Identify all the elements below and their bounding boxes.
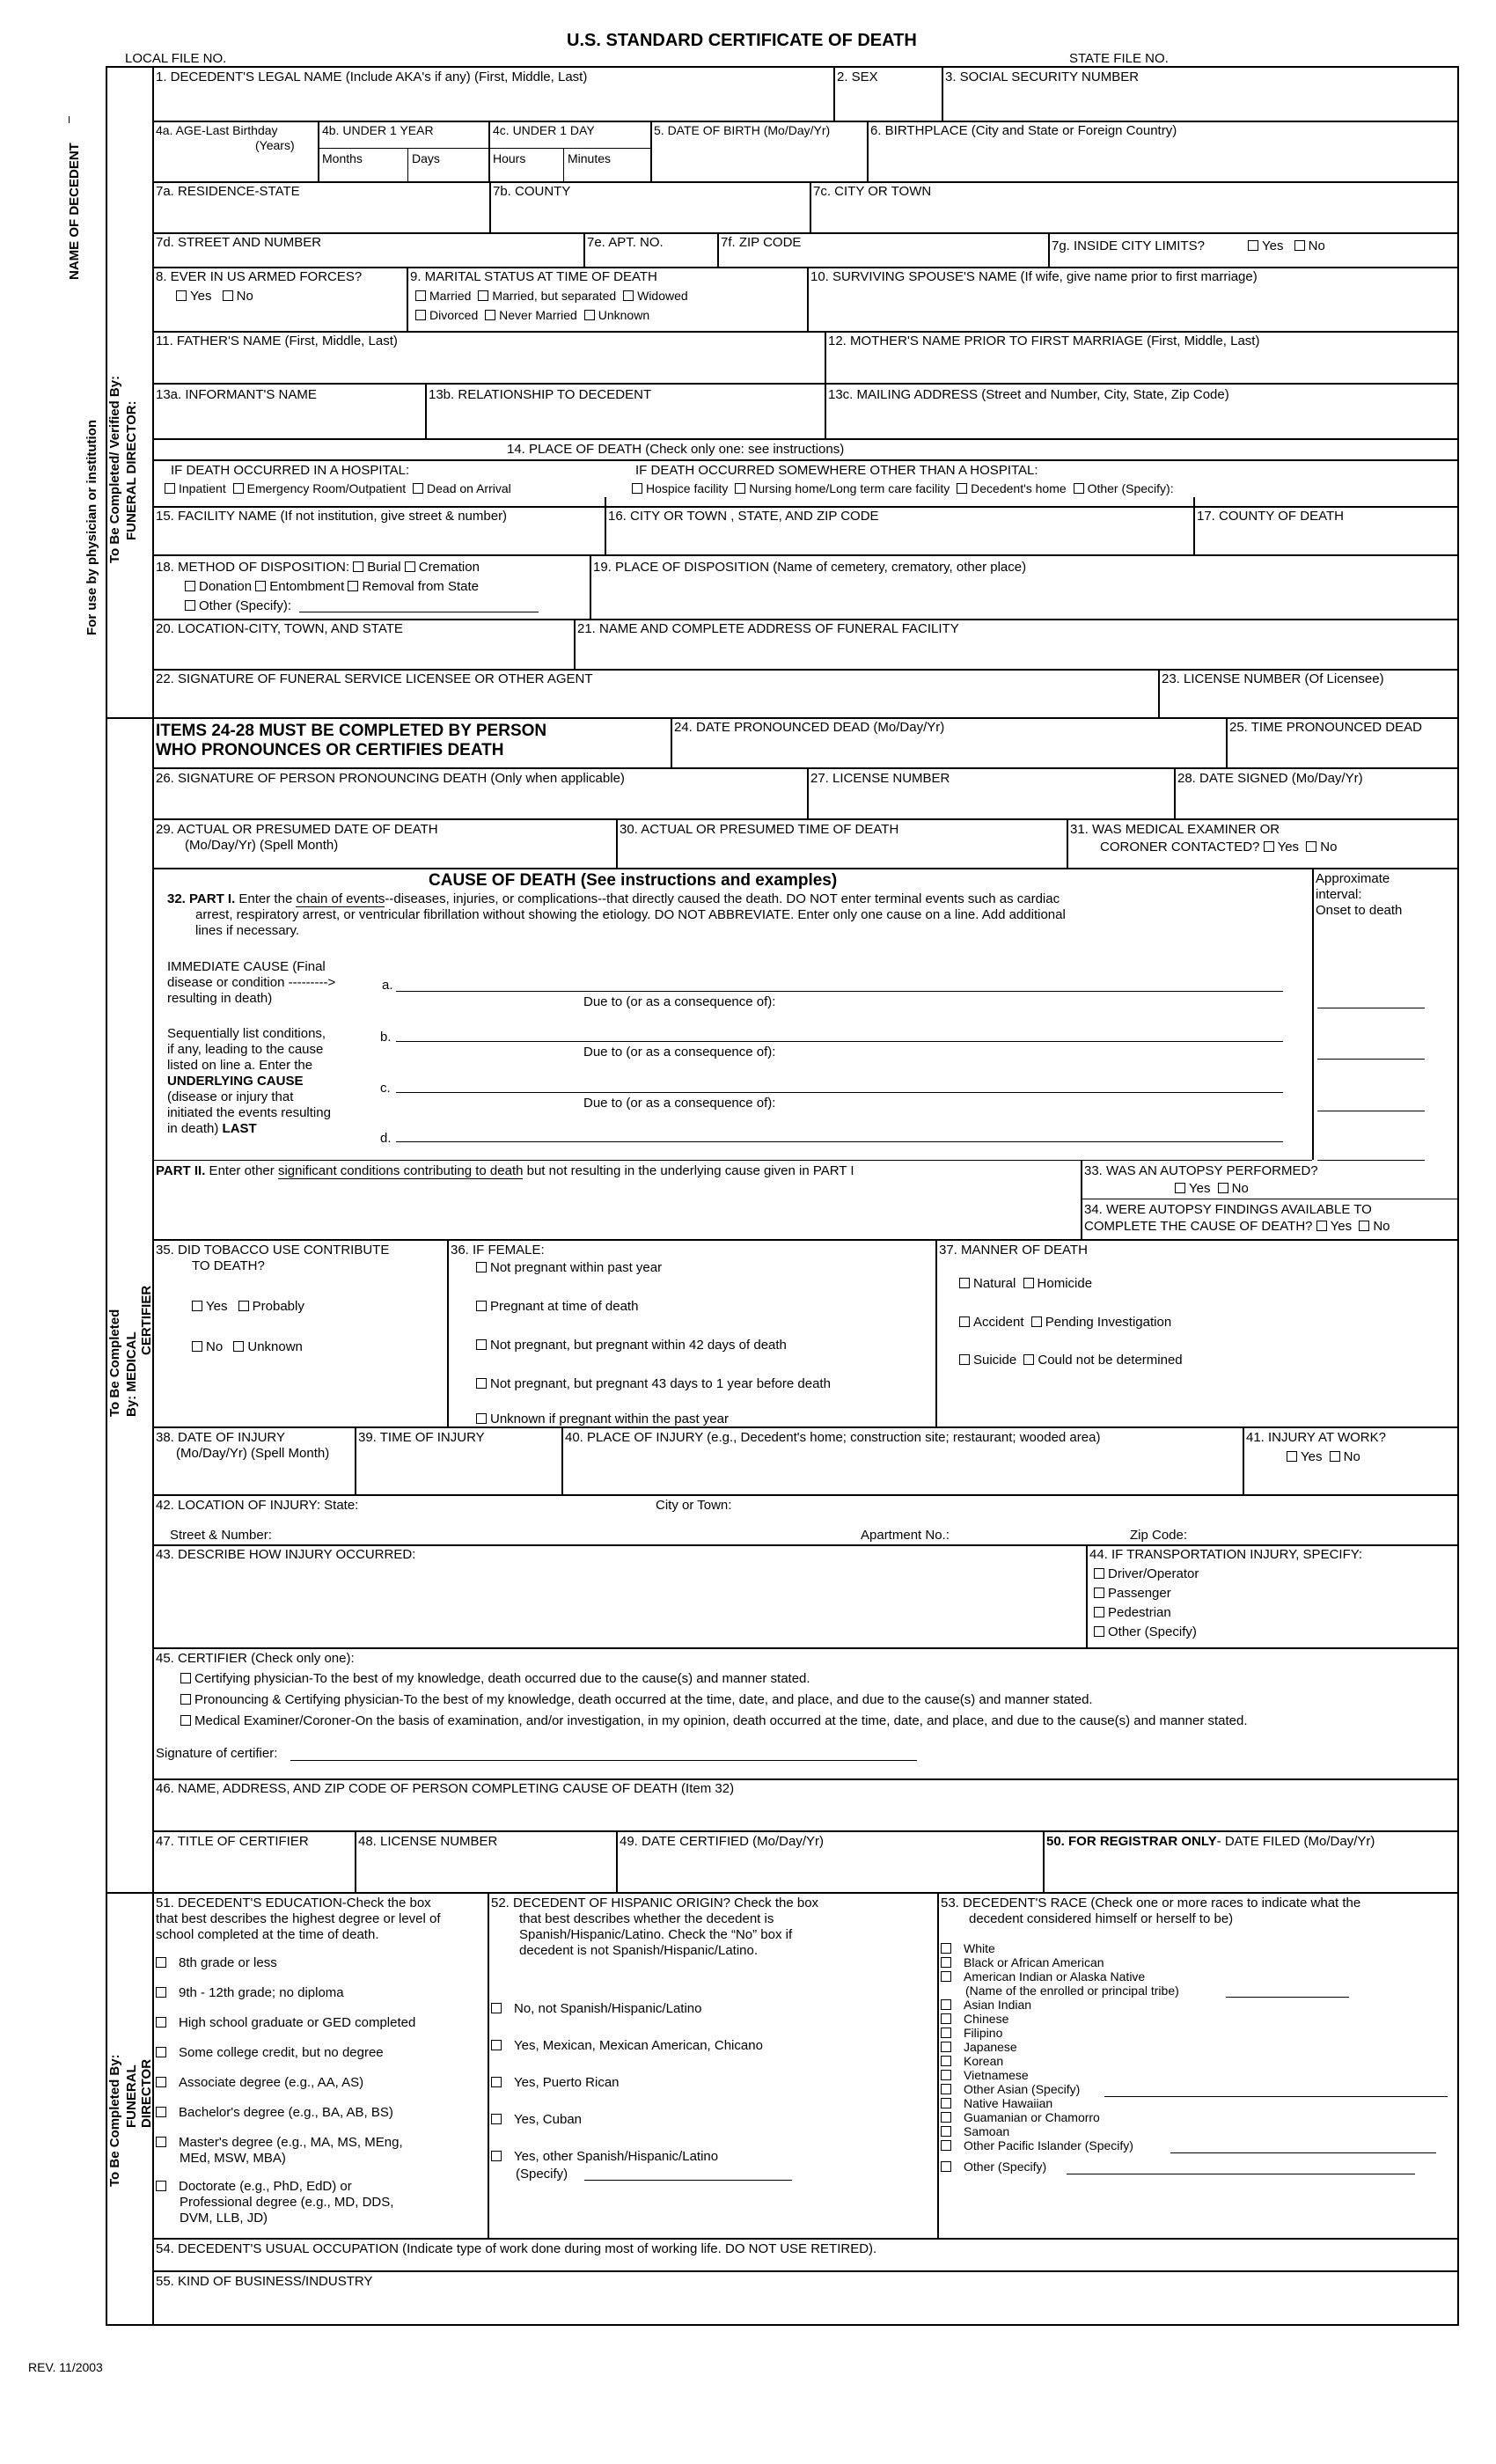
state-file-label: STATE FILE NO. (1069, 51, 1169, 66)
seq-2: if any, leading to the cause (167, 1042, 324, 1057)
field-46-label: 46. NAME, ADDRESS, AND ZIP CODE OF PERSON COMPLETING CAUSE OF DEATH (Item 32) (156, 1781, 735, 1796)
vl (616, 1830, 618, 1892)
line-a[interactable] (396, 991, 1283, 992)
field-52-sub3: decedent is not Spanish/Hispanic/Latino. (519, 1943, 759, 1958)
hl-part2 (152, 1160, 1312, 1161)
race-10[interactable]: Other Asian (Specify) (941, 2082, 1080, 2097)
field-42-label: 42. LOCATION OF INJURY: State: (156, 1498, 359, 1513)
field-29-sub: (Mo/Day/Yr) (Spell Month) (185, 838, 339, 853)
field-14-hospital-options[interactable]: Inpatient Emergency Room/Outpatient Dead on Arrival (165, 481, 511, 496)
field-29-label: 29. ACTUAL OR PRESUMED DATE OF DEATH (156, 822, 438, 837)
hl-row18 (152, 554, 1457, 556)
field-7a-label: 7a. RESIDENCE-STATE (156, 184, 300, 199)
field-47-label: 47. TITLE OF CERTIFIER (156, 1834, 309, 1849)
vl (488, 121, 490, 182)
part1-intro: 32. PART I. Enter the chain of events--diseases, injuries, or complications--that directly caused the death. DO NOT enter terminal events such as cardiac (167, 891, 1060, 906)
field-41-label: 41. INJURY AT WORK? (1246, 1430, 1386, 1445)
race-10-line[interactable] (1104, 2096, 1448, 2097)
field-7c-label: 7c. CITY OR TOWN (813, 184, 932, 199)
cause-of-death-title: CAUSE OF DEATH (See instructions and examples) (429, 871, 838, 890)
field-30-label: 30. ACTUAL OR PRESUMED TIME OF DEATH (620, 822, 899, 837)
vl (717, 232, 719, 268)
race-14-line[interactable] (1170, 2152, 1436, 2153)
race-6[interactable]: Filipino (941, 2026, 1002, 2041)
seq-5: (disease or injury that (167, 1089, 294, 1104)
field-7d-label: 7d. STREET AND NUMBER (156, 235, 322, 250)
field-20-label: 20. LOCATION-CITY, TOWN, AND STATE (156, 621, 403, 636)
hl-row13 (152, 438, 1457, 440)
field-14-other-options[interactable]: Hospice facility Nursing home/Long term care facility Decedent's home Other (Specify): (632, 481, 1174, 496)
field-6-label: 6. BIRTHPLACE (City and State or Foreign Country) (870, 123, 1177, 138)
vl (1081, 1160, 1082, 1239)
field-9-label: 9. MARITAL STATUS AT TIME OF DEATH (410, 269, 657, 284)
hl-row42 (152, 1494, 1457, 1496)
field-4b-days: Days (412, 151, 440, 165)
vl (590, 554, 591, 620)
field-44-label: 44. IF TRANSPORTATION INJURY, SPECIFY: (1089, 1547, 1363, 1562)
edu-7-sub: MEd, MSW, MBA) (180, 2151, 286, 2166)
field-35-label: 35. DID TOBACCO USE CONTRIBUTE (156, 1243, 390, 1258)
vl (1174, 767, 1176, 818)
field-52-sub1: that best describes whether the decedent is (519, 1911, 774, 1926)
mc-label-2: By: MEDICAL (124, 1331, 139, 1417)
edu-8-sub2: DVM, LLB, JD) (180, 2211, 268, 2226)
field-22-label: 22. SIGNATURE OF FUNERAL SERVICE LICENSEE OR OTHER AGENT (156, 671, 593, 686)
vl (1312, 868, 1314, 1160)
field-34-label: 34. WERE AUTOPSY FINDINGS AVAILABLE TO (1084, 1202, 1372, 1217)
field-18-row1[interactable]: 18. METHOD OF DISPOSITION: Burial Cremation (156, 560, 480, 575)
field-54-label: 54. DECEDENT'S USUAL OCCUPATION (Indicate type of work done during most of working life. DO NOT USE RETIRED). (156, 2241, 877, 2256)
hl-row20 (152, 619, 1457, 620)
items-24-28-heading-1: ITEMS 24-28 MUST BE COMPLETED BY PERSON (156, 722, 547, 740)
vl (561, 1426, 563, 1494)
field-14-hospital-label: IF DEATH OCCURRED IN A HOSPITAL: (171, 463, 410, 478)
hl-row54 (152, 2238, 1457, 2240)
field-42-street: Street & Number: (170, 1528, 272, 1543)
field-42-city: City or Town: (656, 1498, 732, 1513)
vl (616, 818, 618, 868)
hl-row43 (152, 1544, 1457, 1546)
field-4c-label: 4c. UNDER 1 DAY (493, 123, 595, 137)
vl (1243, 1426, 1244, 1494)
vl (447, 1239, 449, 1426)
race-5[interactable]: Chinese (941, 2012, 1008, 2027)
field-37-row2[interactable]: Accident Pending Investigation (959, 1315, 1171, 1331)
hl-row29 (152, 818, 1457, 820)
hl-row51 (152, 1892, 1457, 1894)
field-53-sub: decedent considered himself or herself to be) (969, 1911, 1234, 1926)
field-44-opt2[interactable]: Passenger (1094, 1586, 1171, 1602)
field-19-label: 19. PLACE OF DISPOSITION (Name of cemetery, crematory, other place) (593, 560, 1027, 575)
field-9-options-row1[interactable]: Married Married, but separated Widowed (415, 289, 688, 304)
field-26-label: 26. SIGNATURE OF PERSON PRONOUNCING DEATH (Only when applicable) (156, 771, 625, 786)
hl-row7a (152, 232, 1457, 234)
interval-line-d[interactable] (1317, 1160, 1425, 1161)
line-c[interactable] (396, 1092, 1283, 1093)
hl-row46 (152, 1778, 1457, 1780)
field-38-label: 38. DATE OF INJURY (156, 1430, 285, 1445)
field-42-zip: Zip Code: (1130, 1528, 1188, 1543)
interval-line-b[interactable] (1317, 1059, 1425, 1060)
field-52-sub2: Spanish/Hispanic/Latino. Check the “No” box if (519, 1927, 793, 1942)
vl (825, 331, 826, 384)
race-15[interactable]: Other (Specify) (941, 2160, 1046, 2174)
part2-label: PART II. Enter other significant conditions contributing to death but not resulting in the underlying cause given in PART I (156, 1163, 854, 1178)
vl (671, 717, 672, 767)
line-a-label: a. (382, 978, 393, 993)
vl (489, 181, 491, 232)
vl (942, 66, 943, 121)
field-31-options[interactable]: CORONER CONTACTED? Yes No (1100, 840, 1338, 854)
field-18-row3[interactable]: Other (Specify): (185, 598, 291, 614)
immediate-cause-3: resulting in death) (167, 991, 273, 1006)
field-44-opt3[interactable]: Pedestrian (1094, 1605, 1171, 1621)
field-21-label: 21. NAME AND COMPLETE ADDRESS OF FUNERAL FACILITY (577, 621, 959, 636)
hl-row22 (152, 669, 1457, 671)
field-11-label: 11. FATHER'S NAME (First, Middle, Last) (156, 334, 398, 348)
field-4c-hours: Hours (493, 151, 526, 165)
field-23-label: 23. LICENSE NUMBER (Of Licensee) (1162, 671, 1384, 686)
race-1[interactable]: White (941, 1941, 995, 1956)
field-4c-minutes: Minutes (568, 151, 612, 165)
field-40-label: 40. PLACE OF INJURY (e.g., Decedent's home; construction site; restaurant; wooded area) (565, 1430, 1101, 1445)
certifier-opt2[interactable]: Pronouncing & Certifying physician-To the best of my knowledge, death occurred at the time, date, and place, and due to the cause(s) and manner stated. (180, 1692, 1093, 1708)
race-4[interactable]: Asian Indian (941, 1998, 1031, 2013)
race-2[interactable]: Black or African American (941, 1955, 1104, 1970)
hl-row47 (152, 1830, 1457, 1832)
field-44-opt1[interactable]: Driver/Operator (1094, 1566, 1199, 1582)
field-4a-years: (Years) (255, 138, 295, 152)
items-24-28-heading-2: WHO PRONOUNCES OR CERTIFIES DEATH (156, 741, 504, 759)
hl-row35 (152, 1239, 1457, 1241)
mc-label-1: To Be Completed (107, 1309, 122, 1417)
race-9[interactable]: Vietnamese (941, 2068, 1029, 2083)
vl (1158, 669, 1160, 718)
field-13a-label: 13a. INFORMANT'S NAME (156, 387, 317, 402)
race-14[interactable]: Other Pacific Islander (Specify) (941, 2138, 1133, 2153)
field-3-label: 3. SOCIAL SECURITY NUMBER (945, 70, 1140, 84)
vl (583, 232, 585, 268)
field-16-label: 16. CITY OR TOWN , STATE, AND ZIP CODE (608, 509, 879, 524)
field-4b-label: 4b. UNDER 1 YEAR (322, 123, 434, 137)
field-36-opt2[interactable]: Pregnant at time of death (476, 1299, 638, 1315)
hl-cod (152, 868, 1457, 869)
field-36-opt3[interactable]: Not pregnant, but pregnant within 42 days of death (476, 1338, 787, 1353)
vl (833, 66, 835, 121)
field-37-row1[interactable]: Natural Homicide (959, 1276, 1092, 1292)
edu-6[interactable]: Bachelor's degree (e.g., BA, AB, BS) (156, 2105, 393, 2121)
field-13c-label: 13c. MAILING ADDRESS (Street and Number, City, State, Zip Code) (828, 387, 1229, 402)
hl-row1 (152, 121, 1457, 122)
race-13[interactable]: Samoan (941, 2124, 1009, 2139)
field-4a-label: 4a. AGE-Last Birthday (156, 123, 278, 137)
edu-7[interactable]: Master's degree (e.g., MA, MS, MEng, (156, 2135, 403, 2151)
approx-interval-3: Onset to death (1316, 903, 1403, 918)
field-44-opt4[interactable]: Other (Specify) (1094, 1624, 1197, 1640)
field-33-options[interactable]: Yes No (1175, 1181, 1249, 1197)
immediate-cause-1: IMMEDIATE CAUSE (Final (167, 959, 326, 974)
field-50-label: 50. FOR REGISTRAR ONLY- DATE FILED (Mo/Day/Yr) (1046, 1834, 1375, 1849)
left-margin-line (152, 66, 154, 2324)
field-53-label: 53. DECEDENT'S RACE (Check one or more races to indicate what the (941, 1896, 1361, 1910)
vl (318, 121, 319, 182)
vl (1086, 1544, 1088, 1647)
vl (807, 267, 809, 331)
field-12-label: 12. MOTHER'S NAME PRIOR TO FIRST MARRIAGE (First, Middle, Last) (828, 334, 1260, 348)
race-11[interactable]: Native Hawaiian (941, 2096, 1052, 2111)
edu-8[interactable]: Doctorate (e.g., PhD, EdD) or (156, 2179, 352, 2195)
name-tick (69, 116, 70, 123)
due-to-3: Due to (or as a consequence of): (583, 1096, 776, 1111)
hl-row11 (152, 383, 1457, 385)
field-35-yes[interactable]: Yes Probably (192, 1299, 304, 1315)
field-2-label: 2. SEX (837, 70, 878, 84)
hl-row7d (152, 267, 1457, 268)
line-b-label: b. (380, 1030, 392, 1045)
field-37-label: 37. MANNER OF DEATH (939, 1243, 1088, 1258)
hl-row15 (152, 506, 1457, 508)
race-3-sub: (Name of the enrolled or principal tribe) (965, 1984, 1179, 1998)
hl-row14 (152, 459, 1457, 461)
field-35-sub: TO DEATH? (192, 1258, 265, 1273)
vl (1048, 232, 1050, 268)
approx-interval-1: Approximate (1316, 871, 1390, 886)
race-8[interactable]: Korean (941, 2054, 1003, 2069)
margin-sep-2 (106, 1892, 153, 1894)
field-28-label: 28. DATE SIGNED (Mo/Day/Yr) (1177, 771, 1363, 786)
field-34-options[interactable]: COMPLETE THE CAUSE OF DEATH? Yes No (1084, 1219, 1390, 1234)
field-36-label: 36. IF FEMALE: (451, 1243, 545, 1258)
field-14-label: 14. PLACE OF DEATH (Check only one: see instructions) (507, 442, 845, 457)
field-4b-months: Months (322, 151, 363, 165)
vl (425, 383, 427, 439)
vl (807, 767, 809, 818)
mc-label-3: CERTIFIER (139, 1285, 154, 1355)
part1-intro-2: arrest, respiratory arrest, or ventricular fibrillation without showing the etiology. DO NOT ABBREVIATE. Enter only one cause on a line. Add additional (195, 907, 1066, 922)
field-24-label: 24. DATE PRONOUNCED DEAD (Mo/Day/Yr) (674, 720, 945, 735)
hl-row4 (152, 181, 1457, 183)
name-of-decedent-label: NAME OF DECEDENT (67, 143, 82, 280)
line-d[interactable] (396, 1141, 1283, 1142)
field-49-label: 49. DATE CERTIFIED (Mo/Day/Yr) (620, 1834, 824, 1849)
fd-label: FUNERAL DIRECTOR: (124, 400, 139, 540)
hl (318, 148, 650, 149)
seq-3: listed on line a. Enter the (167, 1058, 313, 1073)
field-14-other-label: IF DEATH OCCURRED SOMEWHERE OTHER THAN A HOSPITAL: (635, 463, 1038, 478)
field-7e-label: 7e. APT. NO. (587, 235, 664, 250)
certifier-opt3[interactable]: Medical Examiner/Coroner-On the basis of examination, and/or investigation, in my opinion, death occurred at the time, date, and place, and due to the cause(s) and manner stated. (180, 1713, 1248, 1729)
revision-label: REV. 11/2003 (28, 2360, 103, 2374)
field-7g-options[interactable]: Yes No (1248, 238, 1325, 254)
hisp-1[interactable]: No, not Spanish/Hispanic/Latino (491, 2001, 701, 2017)
certifier-signature-line[interactable] (290, 1760, 917, 1761)
field-42-apt: Apartment No.: (861, 1528, 950, 1543)
vl (810, 181, 811, 232)
vl (1067, 818, 1068, 868)
vl (1193, 497, 1195, 555)
field-18-row2[interactable]: Donation Entombment Removal from State (185, 579, 479, 595)
field-41-options[interactable]: Yes No (1287, 1449, 1360, 1465)
field-43-label: 43. DESCRIBE HOW INJURY OCCURRED: (156, 1547, 416, 1562)
edu-5[interactable]: Associate degree (e.g., AA, AS) (156, 2075, 363, 2091)
field-7b-label: 7b. COUNTY (493, 184, 571, 199)
edu-8-sub1: Professional degree (e.g., MD, DDS, (180, 2195, 394, 2210)
part1-intro-3: lines if necessary. (195, 923, 300, 938)
fd2-label-1: To Be Completed By: (107, 2054, 122, 2187)
field-36-opt5[interactable]: Unknown if pregnant within the past year (476, 1412, 729, 1427)
hisp-5-sub: (Specify) (516, 2167, 568, 2182)
hl-row26 (152, 767, 1457, 769)
hisp-2[interactable]: Yes, Mexican, Mexican American, Chicano (491, 2038, 763, 2054)
field-8-options[interactable]: Yes No (176, 289, 253, 304)
vl (488, 1892, 489, 2238)
edu-3[interactable]: High school graduate or GED completed (156, 2015, 415, 2031)
vl (407, 148, 408, 181)
field-13b-label: 13b. RELATIONSHIP TO DECEDENT (429, 387, 652, 402)
field-51-sub1: that best describes the highest degree or level of (156, 1911, 441, 1926)
field-7g-label: 7g. INSIDE CITY LIMITS? (1052, 238, 1205, 253)
field-38-sub: (Mo/Day/Yr) (Spell Month) (176, 1446, 330, 1461)
fd2-label-3: DIRECTOR (139, 2058, 154, 2128)
hisp-3[interactable]: Yes, Puerto Rican (491, 2075, 620, 2091)
certifier-opt1[interactable]: Certifying physician-To the best of my knowledge, death occurred due to the cause(s) and manner stated. (180, 1671, 810, 1687)
hl-row24 (152, 717, 1457, 719)
vl (355, 1426, 356, 1494)
field-5-label: 5. DATE OF BIRTH (Mo/Day/Yr) (654, 123, 831, 137)
field-55-label: 55. KIND OF BUSINESS/INDUSTRY (156, 2274, 373, 2289)
race-12[interactable]: Guamanian or Chamorro (941, 2110, 1100, 2125)
certifier-signature-label: Signature of certifier: (156, 1746, 278, 1761)
hl-row55 (152, 2270, 1457, 2272)
field-10-label: 10. SURVIVING SPOUSE'S NAME (If wife, give name prior to first marriage) (810, 269, 1258, 284)
hisp-5-line[interactable] (584, 2180, 792, 2181)
field-45-label: 45. CERTIFIER (Check only one): (156, 1651, 355, 1666)
line-d-label: d. (380, 1131, 392, 1146)
field-33-label: 33. WAS AN AUTOPSY PERFORMED? (1084, 1163, 1318, 1178)
seq-6: initiated the events resulting (167, 1105, 331, 1120)
field-7f-label: 7f. ZIP CODE (721, 235, 802, 250)
field-25-label: 25. TIME PRONOUNCED DEAD (1229, 720, 1422, 735)
immediate-cause-2: disease or condition ---------> (167, 975, 336, 990)
vl (825, 383, 826, 439)
approx-interval-2: interval: (1316, 887, 1362, 902)
field-39-label: 39. TIME OF INJURY (358, 1430, 485, 1445)
vl (1226, 717, 1228, 767)
due-to-2: Due to (or as a consequence of): (583, 1045, 776, 1060)
page-title: U.S. STANDARD CERTIFICATE OF DEATH (567, 31, 917, 50)
local-file-label: LOCAL FILE NO. (125, 51, 227, 66)
field-51-label: 51. DECEDENT'S EDUCATION-Check the box (156, 1896, 431, 1910)
vl (867, 121, 869, 182)
field-48-label: 48. LICENSE NUMBER (358, 1834, 498, 1849)
field-37-row3[interactable]: Suicide Could not be determined (959, 1353, 1183, 1368)
edu-2[interactable]: 9th - 12th grade; no diploma (156, 1985, 344, 2001)
vl (1043, 1830, 1045, 1892)
vl (937, 1892, 939, 2238)
hl-row38 (152, 1426, 1457, 1428)
field-17-label: 17. COUNTY OF DEATH (1197, 509, 1344, 524)
field-52-label: 52. DECEDENT OF HISPANIC ORIGIN? Check the box (491, 1896, 819, 1910)
field-36-opt1[interactable]: Not pregnant within past year (476, 1260, 662, 1276)
edu-1[interactable]: 8th grade or less (156, 1955, 277, 1971)
vl (650, 121, 652, 182)
race-3[interactable]: American Indian or Alaska Native (941, 1969, 1145, 1984)
vl (355, 1830, 356, 1892)
field-8-label: 8. EVER IN US ARMED FORCES? (156, 269, 363, 284)
edu-4[interactable]: Some college credit, but no degree (156, 2045, 384, 2061)
physician-use-label: For use by physician or institution (84, 419, 99, 635)
field-9-options-row2[interactable]: Divorced Never Married Unknown (415, 308, 649, 323)
due-to-1: Due to (or as a consequence of): (583, 994, 776, 1009)
seq-1: Sequentially list conditions, (167, 1026, 326, 1041)
line-c-label: c. (380, 1081, 391, 1096)
fd-verified-label: To Be Completed/ Verified By: (107, 375, 122, 563)
race-7[interactable]: Japanese (941, 2040, 1017, 2055)
seq-7: in death) LAST (167, 1121, 257, 1136)
field-35-no[interactable]: No Unknown (192, 1339, 303, 1355)
field-51-sub2: school completed at the time of death. (156, 1927, 379, 1942)
seq-4: UNDERLYING CAUSE (167, 1074, 304, 1089)
line-b[interactable] (396, 1041, 1283, 1042)
hl-row45 (152, 1647, 1457, 1649)
fd2-label-2: FUNERAL (124, 2064, 139, 2128)
vl (935, 1239, 937, 1426)
vl (605, 497, 606, 555)
hisp-5[interactable]: Yes, other Spanish/Hispanic/Latino (491, 2149, 718, 2165)
vl (574, 619, 576, 670)
race-3-line[interactable] (1226, 1997, 1349, 1998)
field-27-label: 27. LICENSE NUMBER (810, 771, 950, 786)
margin-sep-1 (106, 717, 153, 719)
field-15-label: 15. FACILITY NAME (If not institution, give street & number) (156, 509, 508, 524)
hisp-4[interactable]: Yes, Cuban (491, 2112, 582, 2128)
field-1-label: 1. DECEDENT'S LEGAL NAME (Include AKA's if any) (First, Middle, Last) (156, 70, 588, 84)
vl (563, 148, 564, 181)
hl-row8 (152, 331, 1457, 333)
field-36-opt4[interactable]: Not pregnant, but pregnant 43 days to 1 year before death (476, 1376, 831, 1392)
vl (407, 267, 408, 331)
field-31-label: 31. WAS MEDICAL EXAMINER OR (1070, 822, 1280, 837)
